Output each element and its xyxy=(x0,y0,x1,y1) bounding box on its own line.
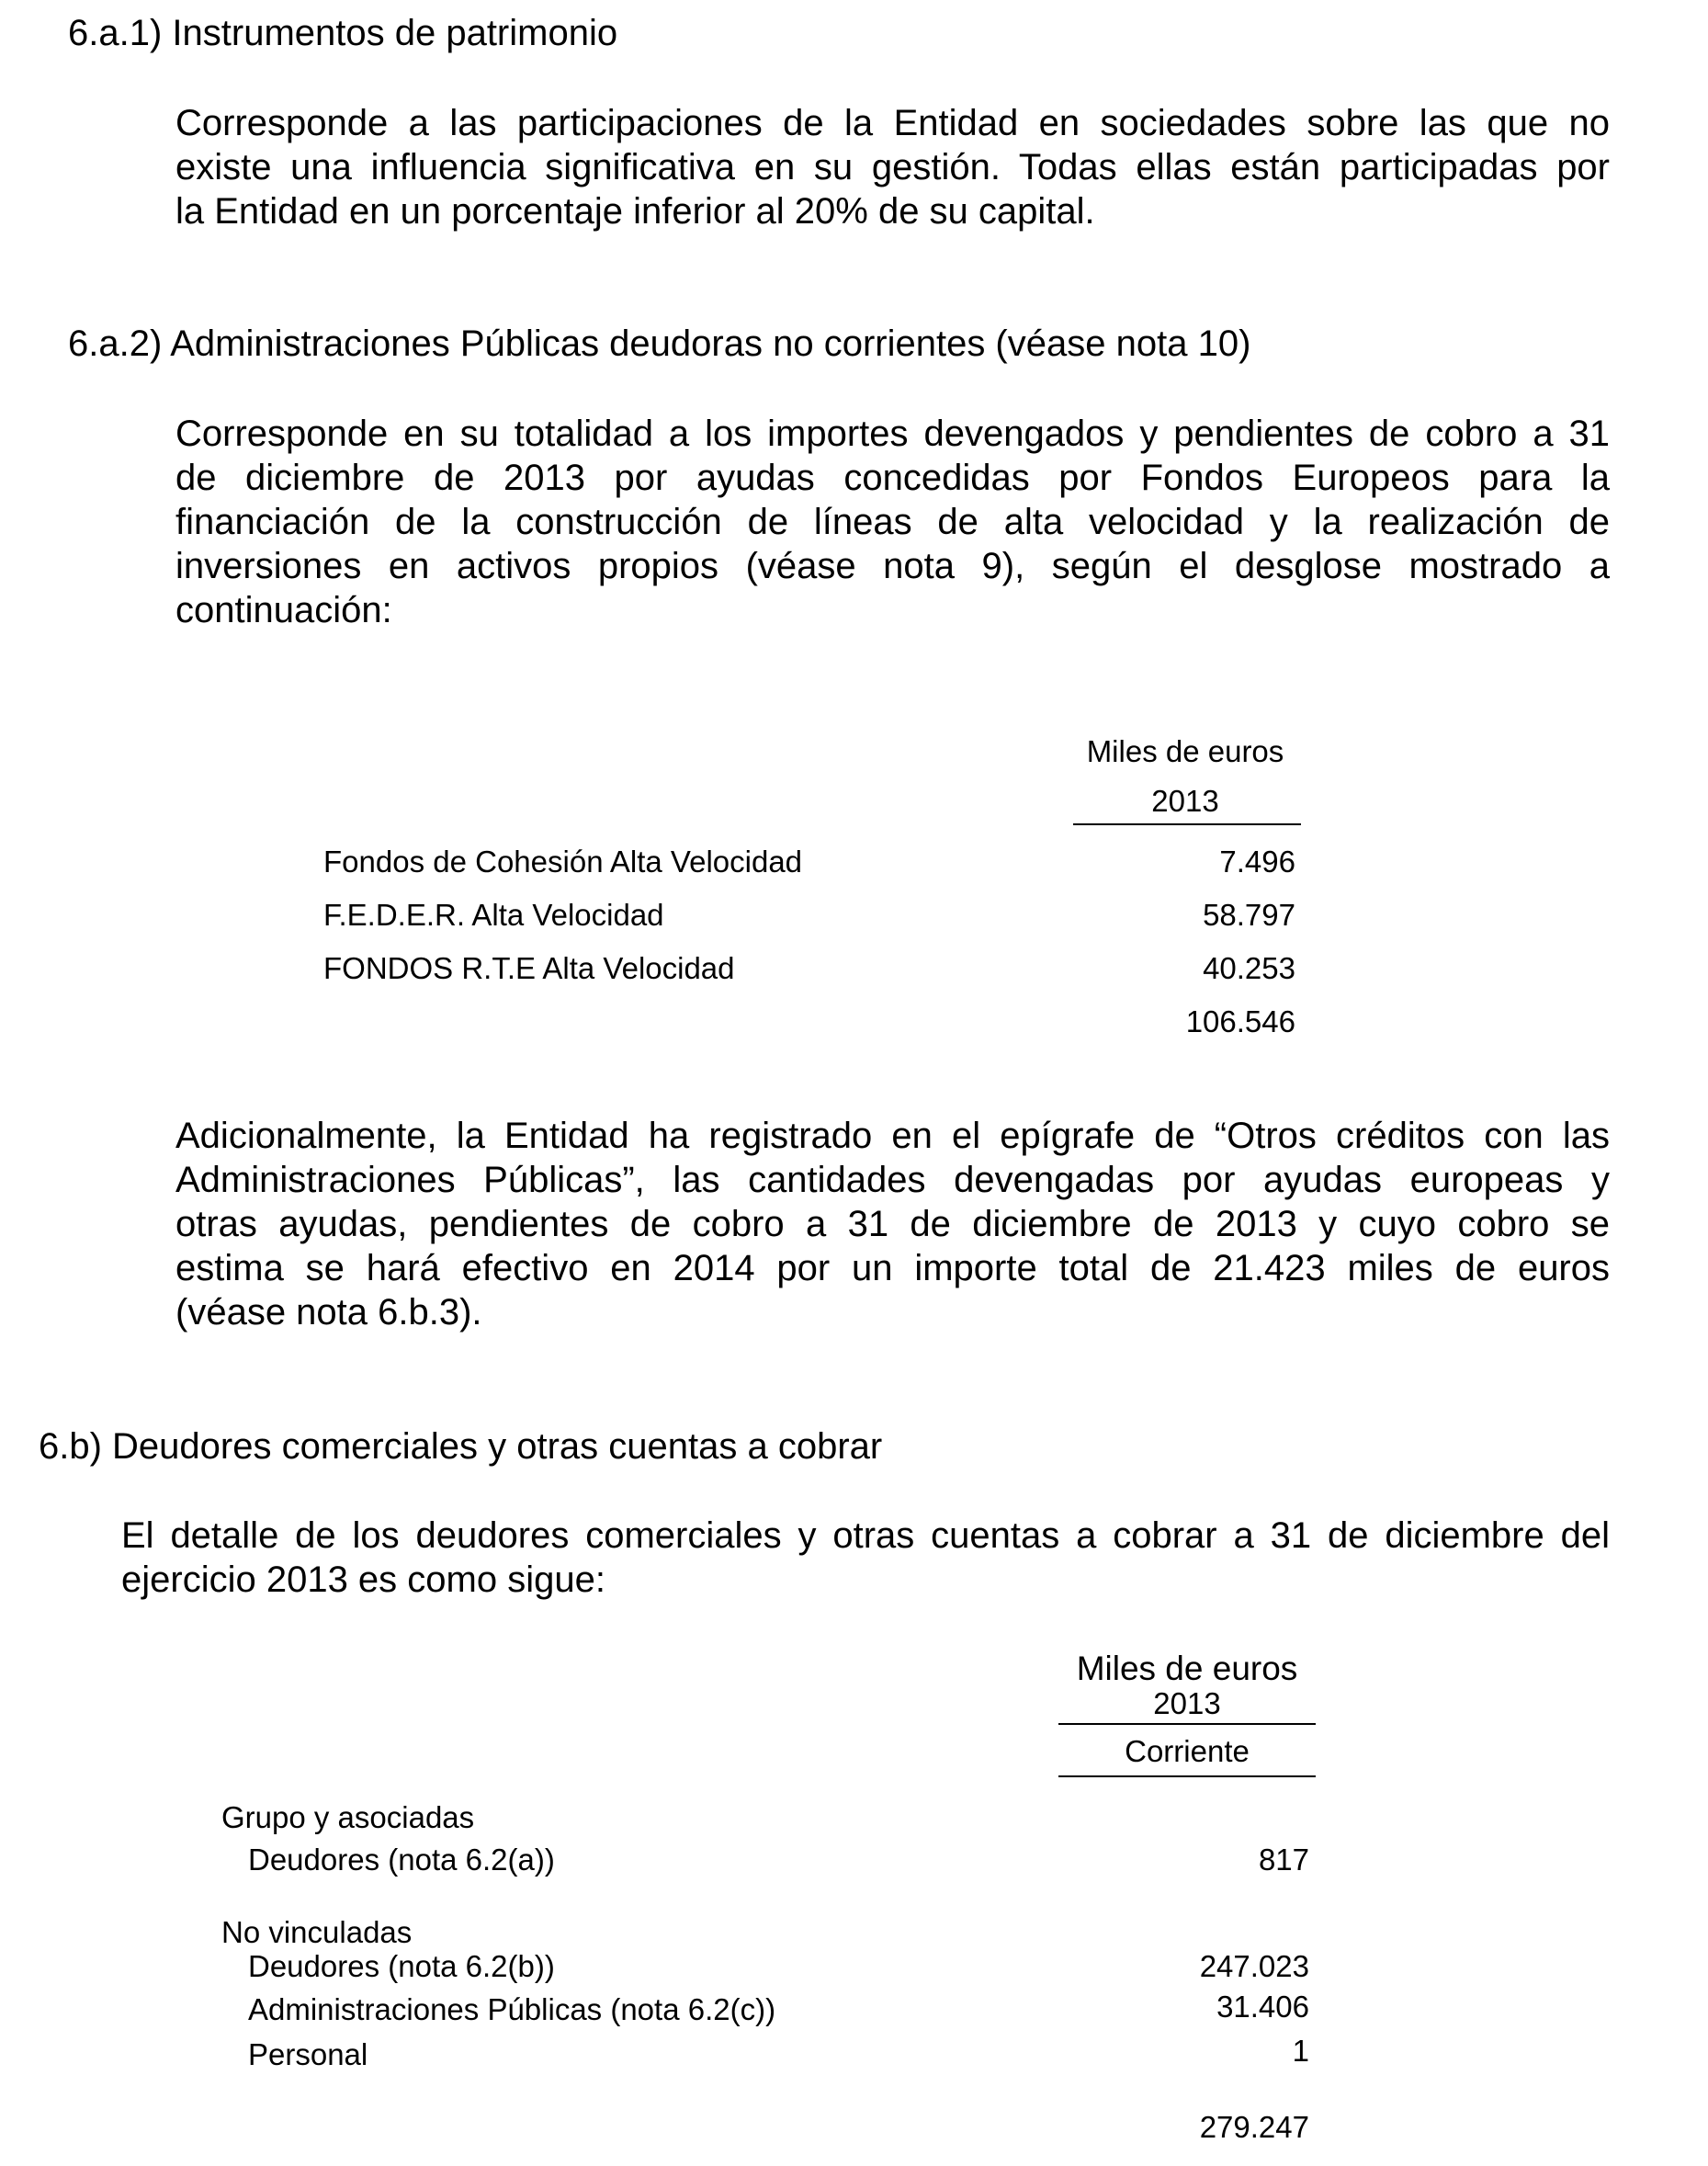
table1-row-label: F.E.D.E.R. Alta Velocidad xyxy=(323,898,664,932)
paragraph-line: de diciembre de 2013 por ayudas concedidas por Fondos Europeos para la xyxy=(175,458,1610,498)
paragraph-line: Adicionalmente, la Entidad ha registrado en el epígrafe de “Otros créditos con las xyxy=(175,1116,1610,1156)
table2-row-label: Deudores (nota 6.2(a)) xyxy=(248,1843,555,1877)
table2-col-header: Corriente xyxy=(1125,1734,1250,1768)
table2-row-value: 31.406 xyxy=(1216,1990,1309,2024)
table2-group-label: No vinculadas xyxy=(221,1915,413,1949)
paragraph-line: estima se hará efectivo en 2014 por un importe total de 21.423 miles de euros xyxy=(175,1248,1610,1288)
table2-row-label: Administraciones Públicas (nota 6.2(c)) xyxy=(248,1992,776,2026)
table2-row-label: Personal xyxy=(248,2037,368,2071)
table2-col-rule xyxy=(1058,1775,1316,1777)
table1-total: 106.546 xyxy=(1185,1004,1295,1038)
paragraph-6a2 xyxy=(175,412,1610,632)
paragraph-line: continuación: xyxy=(175,590,392,630)
paragraph-line: existe una influencia significativa en su gestión. Todas ellas están participadas por xyxy=(175,147,1610,187)
paragraph-line: otras ayudas, pendientes de cobro a 31 de diciembre de 2013 y cuyo cobro se xyxy=(175,1204,1610,1244)
table2-group-label: Grupo y asociadas xyxy=(221,1800,475,1834)
table2-row-value: 247.023 xyxy=(1199,1949,1309,1983)
table2-row-value: 817 xyxy=(1258,1843,1309,1877)
heading-6a1: 6.a.1) Instrumentos de patrimonio xyxy=(68,13,618,53)
paragraph-line: El detalle de los deudores comerciales y otras cuentas a cobrar a 31 de diciembre del xyxy=(121,1515,1610,1556)
table1-row-value: 40.253 xyxy=(1203,951,1295,985)
table2-row-value: 1 xyxy=(1292,2034,1309,2068)
paragraph-line: ejercicio 2013 es como sigue: xyxy=(121,1559,605,1600)
paragraph-line: (véase nota 6.b.3). xyxy=(175,1292,482,1332)
table2-row-label: Deudores (nota 6.2(b)) xyxy=(248,1949,555,1983)
paragraph-6b xyxy=(121,1514,1610,1602)
table1-row-label: Fondos de Cohesión Alta Velocidad xyxy=(323,845,803,879)
paragraph-line: Corresponde a las participaciones de la Entidad en sociedades sobre las que no xyxy=(175,103,1610,143)
table1-year-header: 2013 xyxy=(1151,784,1219,818)
table1-header-rule xyxy=(1073,823,1301,825)
paragraph-line: inversiones en activos propios (véase nota 9), según el desglose mostrado a xyxy=(175,546,1610,586)
paragraph-line: financiación de la construcción de líneas de alta velocidad y la realización de xyxy=(175,502,1610,542)
table2-header-rule xyxy=(1058,1723,1316,1725)
table1-row-value: 7.496 xyxy=(1219,845,1295,879)
table2-unit-header: Miles de euros xyxy=(1076,1650,1298,1687)
paragraph-line: la Entidad en un porcentaje inferior al 20% de su capital. xyxy=(175,191,1095,232)
paragraph-6a2-additional xyxy=(175,1114,1610,1334)
heading-6a2: 6.a.2) Administraciones Públicas deudoras no corrientes (véase nota 10) xyxy=(68,323,1251,364)
table2-year-header: 2013 xyxy=(1153,1686,1221,1720)
paragraph-line: Corresponde en su totalidad a los importes devengados y pendientes de cobro a 31 xyxy=(175,414,1610,454)
table2-total: 279.247 xyxy=(1199,2110,1309,2144)
table1-row-label: FONDOS R.T.E Alta Velocidad xyxy=(323,951,735,985)
table1-row-value: 58.797 xyxy=(1203,898,1295,932)
paragraph-6a1 xyxy=(175,101,1610,233)
heading-6b: 6.b) Deudores comerciales y otras cuentas a cobrar xyxy=(39,1426,883,1467)
paragraph-line: Administraciones Públicas”, las cantidades devengadas por ayudas europeas y xyxy=(175,1160,1610,1200)
table1-unit-header: Miles de euros xyxy=(1086,734,1284,768)
